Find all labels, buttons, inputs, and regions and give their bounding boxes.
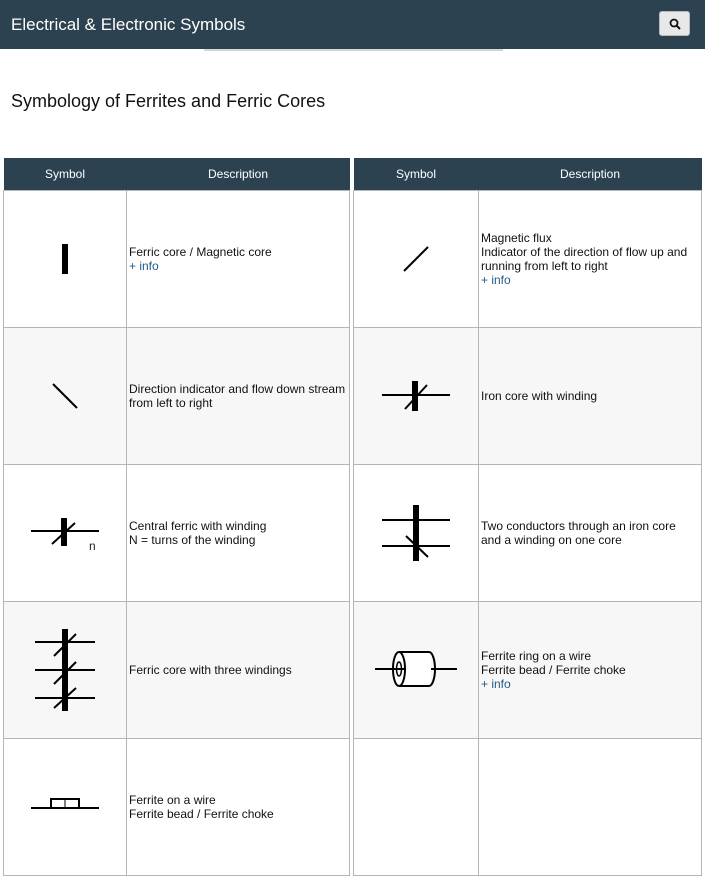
table-row — [4, 465, 350, 602]
description-line: running from left to right — [481, 259, 608, 273]
table-row — [4, 602, 350, 739]
column-header-description: Description — [127, 158, 350, 191]
description-cell — [479, 191, 702, 328]
three-windings-icon — [30, 627, 100, 713]
info-link[interactable]: + info — [129, 259, 159, 273]
ferrite-on-wire-icon — [25, 792, 105, 822]
description-cell — [479, 328, 702, 465]
symbol-cell — [4, 465, 127, 602]
table-header-row — [4, 158, 350, 191]
direction-down-icon — [35, 371, 95, 421]
symbol-cell — [4, 602, 127, 739]
column-header-symbol: Symbol — [354, 158, 479, 191]
symbol-cell — [4, 739, 127, 876]
central-ferric-winding-icon — [25, 508, 105, 558]
description-line: Iron core with winding — [481, 389, 598, 403]
symbols-table-right — [353, 158, 702, 876]
top-bar — [0, 0, 705, 49]
table-row — [4, 739, 350, 876]
description-cell — [127, 465, 350, 602]
table-row — [354, 602, 702, 739]
description-line: Two conductors through an iron core — [481, 519, 676, 533]
ferric-core-icon — [35, 234, 95, 284]
description-line: Ferric core with three windings — [129, 663, 292, 677]
description-cell — [127, 602, 350, 739]
table-row — [4, 191, 350, 328]
search-button[interactable] — [659, 11, 690, 36]
description-cell — [479, 465, 702, 602]
description-line: Ferrite on a wire — [129, 793, 216, 807]
description-cell-empty — [479, 739, 702, 876]
table-row — [354, 465, 702, 602]
symbol-cell — [354, 465, 479, 602]
symbol-cell — [354, 602, 479, 739]
two-conductors-icon — [376, 503, 456, 563]
symbol-cell — [4, 328, 127, 465]
description-cell — [127, 739, 350, 876]
ferrite-ring-icon — [371, 645, 461, 695]
description-cell — [127, 328, 350, 465]
turns-label: n — [89, 539, 96, 553]
table-row — [354, 191, 702, 328]
symbol-cell-empty — [354, 739, 479, 876]
description-cell — [479, 602, 702, 739]
column-header-symbol: Symbol — [4, 158, 127, 191]
info-link[interactable]: + info — [481, 273, 511, 287]
site-title[interactable]: Electrical & Electronic Symbols — [11, 15, 246, 34]
description-line: Ferrite bead / Ferrite choke — [129, 807, 274, 821]
magnetic-flux-icon — [386, 234, 446, 284]
iron-core-winding-icon — [376, 371, 456, 421]
description-line: Ferrite ring on a wire — [481, 649, 592, 663]
description-line: N = turns of the winding — [129, 533, 256, 547]
description-line: and a winding on one core — [481, 533, 622, 547]
description-line: Indicator of the direction of flow up and — [481, 245, 688, 259]
search-icon — [669, 18, 681, 30]
description-line: Ferrite bead / Ferrite choke — [481, 663, 626, 677]
description-cell — [127, 191, 350, 328]
column-header-description: Description — [479, 158, 702, 191]
description-line: Magnetic flux — [481, 231, 552, 245]
page-title: Symbology of Ferrites and Ferric Cores — [11, 91, 326, 111]
table-row — [354, 739, 702, 876]
description-line: Direction indicator and flow down stream — [129, 382, 346, 396]
symbols-table-left — [3, 158, 350, 876]
description-line: Ferric core / Magnetic core — [129, 245, 272, 259]
table-row — [4, 328, 350, 465]
table-row — [354, 328, 702, 465]
search-dropdown-edge — [204, 49, 503, 51]
description-line: Central ferric with winding — [129, 519, 267, 533]
description-line: from left to right — [129, 396, 213, 410]
symbol-cell — [354, 328, 479, 465]
symbol-cell — [354, 191, 479, 328]
symbol-cell — [4, 191, 127, 328]
table-header-row — [354, 158, 702, 191]
info-link[interactable]: + info — [481, 677, 511, 691]
